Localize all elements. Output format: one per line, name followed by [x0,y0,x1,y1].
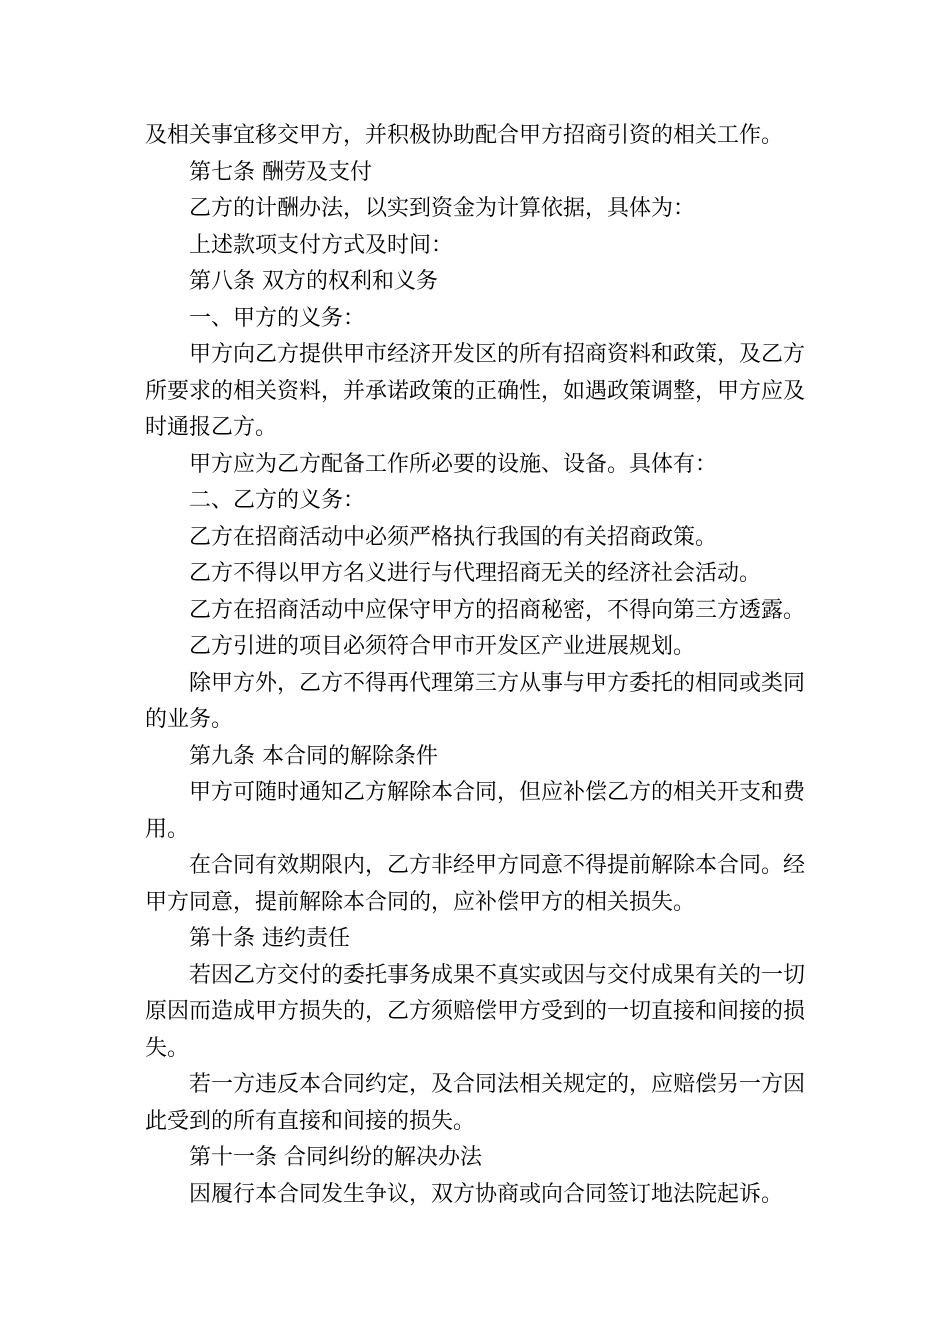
paragraph: 乙方在招商活动中应保守甲方的招商秘密，不得向第三方透露。 [189,597,806,623]
document-body [145,118,807,1213]
paragraph: 若一方违反本合同约定，及合同法相关规定的，应赔偿另一方因此受到的所有直接和间接的损失。 [145,1072,806,1134]
paragraph: 甲方应为乙方配备工作所必要的设施、设备。具体有： [189,451,718,477]
paragraph: 甲方向乙方提供甲市经济开发区的所有招商资料和政策，及乙方所要求的相关资料，并承诺政策的正确性，如遇政策调整，甲方应及时通报乙方。 [145,342,806,440]
paragraph: 在合同有效期限内，乙方非经甲方同意不得提前解除本合同。经甲方同意，提前解除本合同的，应补偿甲方的相关损失。 [145,853,806,915]
paragraph: 若因乙方交付的委托事务成果不真实或因与交付成果有关的一切原因而造成甲方损失的，乙方须赔偿甲方受到的一切直接和间接的损失。 [145,962,806,1061]
paragraph-continuation: 及相关事宜移交甲方，并积极协助配合甲方招商引资的相关工作。 [145,123,784,148]
article-9-heading: 第九条 本合同的解除条件 [189,743,438,769]
subsection-heading: 一、甲方的义务： [189,305,366,331]
article-11-heading: 第十一条 合同纠纷的解决办法 [189,1145,482,1170]
paragraph: 因履行本合同发生争议，双方协商或向合同签订地法院起诉。 [189,1181,784,1207]
paragraph: 乙方在招商活动中必须严格执行我国的有关招商政策。 [189,524,718,550]
paragraph: 除甲方外，乙方不得再代理第三方从事与甲方委托的相同或类同的业务。 [145,670,806,732]
subsection-heading: 二、乙方的义务： [189,488,366,513]
paragraph: 上述款项支付方式及时间： [189,232,454,258]
paragraph: 乙方不得以甲方名义进行与代理招商无关的经济社会活动。 [189,561,762,586]
paragraph: 乙方的计酬办法，以实到资金为计算依据，具体为： [189,196,696,221]
article-7-heading: 第七条 酬劳及支付 [189,159,372,185]
paragraph: 乙方引进的项目必须符合甲市开发区产业进展规划。 [189,634,696,659]
article-10-heading: 第十条 违约责任 [189,926,350,951]
paragraph: 甲方可随时通知乙方解除本合同，但应补偿乙方的相关开支和费用。 [145,780,806,842]
article-8-heading: 第八条 双方的权利和义务 [189,269,438,294]
